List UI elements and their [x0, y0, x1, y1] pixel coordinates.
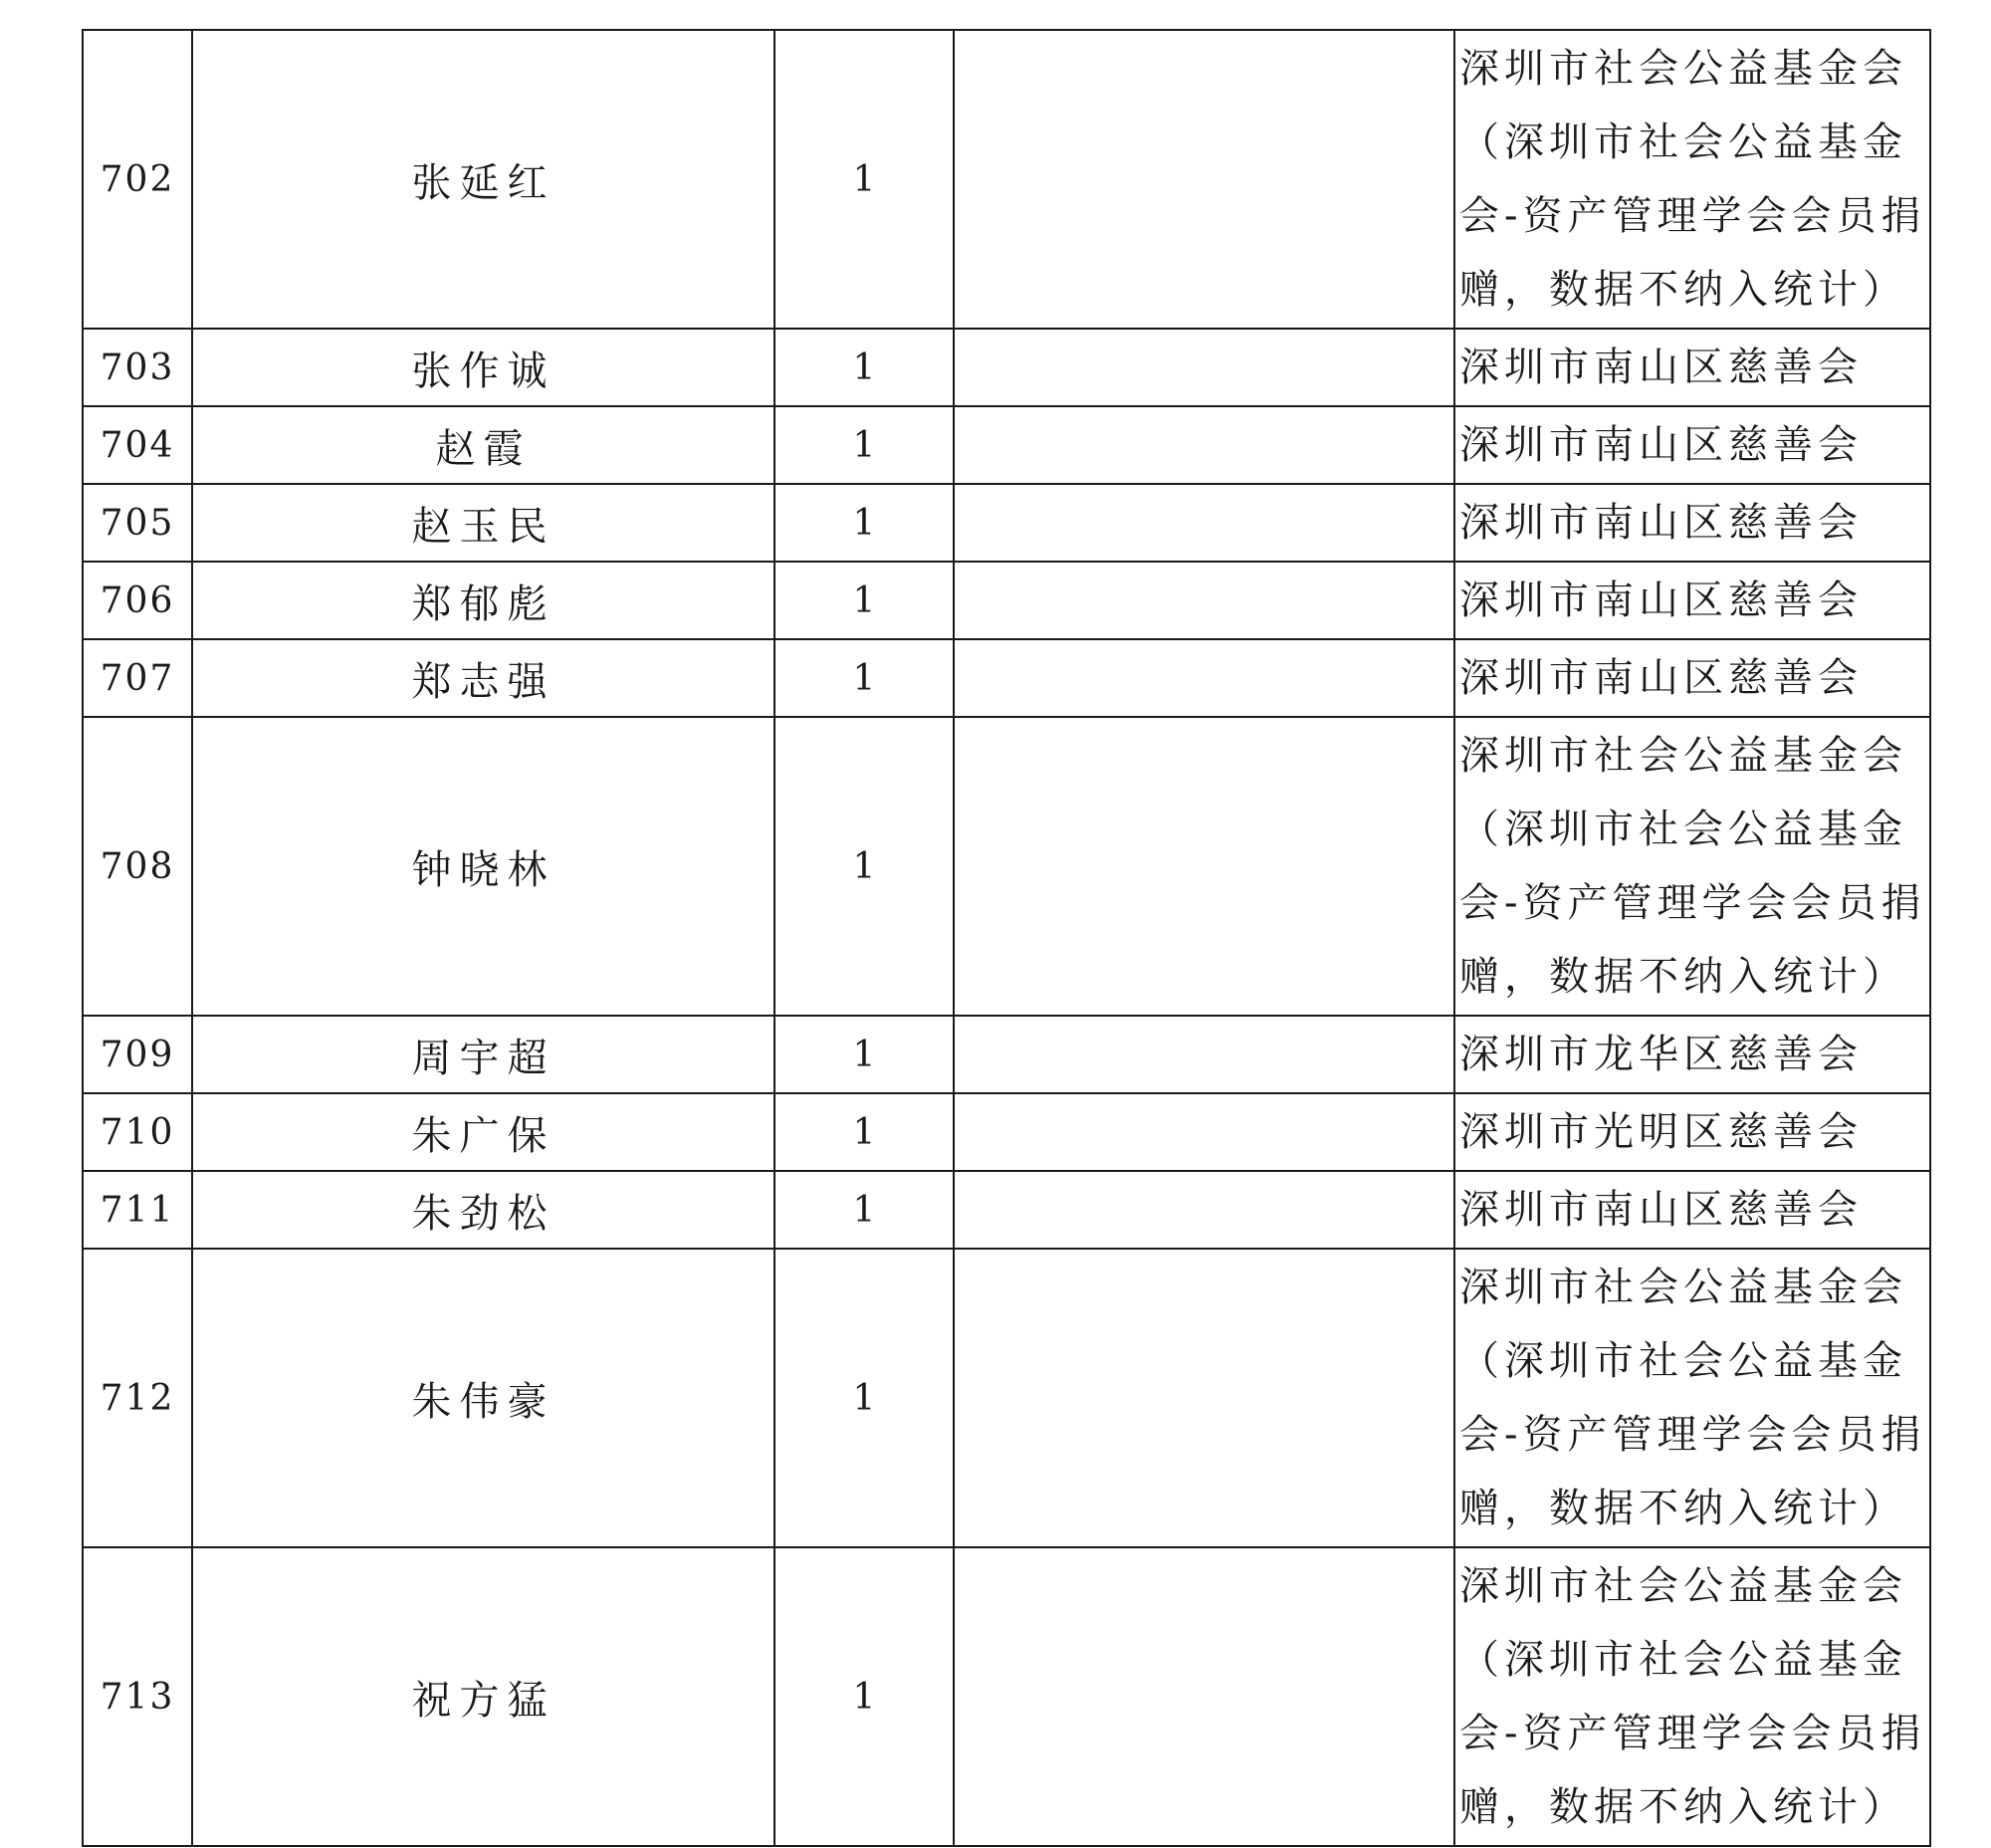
donation-quantity: 1 [774, 484, 954, 562]
table-row [83, 1547, 1930, 1846]
empty-cell [954, 1547, 1454, 1846]
donor-name: 周宇超 [192, 1016, 774, 1093]
empty-cell [954, 1249, 1454, 1547]
donor-table-body [83, 30, 1930, 1846]
donation-quantity: 1 [774, 1093, 954, 1171]
donation-quantity: 1 [774, 1171, 954, 1249]
donor-name: 朱广保 [192, 1093, 774, 1171]
recipient-organization: 深圳市社会公益基金会（深圳市社会公益基金会-资产管理学会会员捐赠，数据不纳入统计） [1454, 30, 1930, 329]
donation-quantity: 1 [774, 1249, 954, 1547]
donation-quantity: 1 [774, 406, 954, 484]
table-row [83, 329, 1930, 406]
donation-quantity: 1 [774, 1016, 954, 1093]
table-row [83, 717, 1930, 1016]
row-number: 703 [83, 329, 192, 406]
empty-cell [954, 717, 1454, 1016]
row-number: 710 [83, 1093, 192, 1171]
recipient-organization: 深圳市南山区慈善会 [1454, 406, 1930, 484]
recipient-organization: 深圳市南山区慈善会 [1454, 1171, 1930, 1249]
row-number: 709 [83, 1016, 192, 1093]
row-number: 708 [83, 717, 192, 1016]
row-number: 704 [83, 406, 192, 484]
recipient-organization: 深圳市社会公益基金会（深圳市社会公益基金会-资产管理学会会员捐赠，数据不纳入统计） [1454, 1249, 1930, 1547]
empty-cell [954, 639, 1454, 717]
empty-cell [954, 329, 1454, 406]
donation-quantity: 1 [774, 639, 954, 717]
table-row [83, 562, 1930, 639]
donor-name: 郑志强 [192, 639, 774, 717]
donation-quantity: 1 [774, 1547, 954, 1846]
empty-cell [954, 1093, 1454, 1171]
row-number: 713 [83, 1547, 192, 1846]
recipient-organization: 深圳市龙华区慈善会 [1454, 1016, 1930, 1093]
donation-quantity: 1 [774, 30, 954, 329]
row-number: 707 [83, 639, 192, 717]
donor-name: 郑郁彪 [192, 562, 774, 639]
donor-name: 朱伟豪 [192, 1249, 774, 1547]
table-row [83, 484, 1930, 562]
recipient-organization: 深圳市光明区慈善会 [1454, 1093, 1930, 1171]
row-number: 711 [83, 1171, 192, 1249]
donor-name: 赵玉民 [192, 484, 774, 562]
recipient-organization: 深圳市南山区慈善会 [1454, 484, 1930, 562]
donor-name: 钟晓林 [192, 717, 774, 1016]
table-row [83, 406, 1930, 484]
row-number: 705 [83, 484, 192, 562]
recipient-organization: 深圳市社会公益基金会（深圳市社会公益基金会-资产管理学会会员捐赠，数据不纳入统计） [1454, 717, 1930, 1016]
donation-quantity: 1 [774, 717, 954, 1016]
donation-quantity: 1 [774, 329, 954, 406]
empty-cell [954, 1016, 1454, 1093]
recipient-organization: 深圳市南山区慈善会 [1454, 639, 1930, 717]
donor-table [82, 29, 1931, 1847]
table-row [83, 639, 1930, 717]
donor-name: 朱劲松 [192, 1171, 774, 1249]
empty-cell [954, 1171, 1454, 1249]
row-number: 712 [83, 1249, 192, 1547]
donor-name: 张延红 [192, 30, 774, 329]
empty-cell [954, 30, 1454, 329]
empty-cell [954, 406, 1454, 484]
donation-quantity: 1 [774, 562, 954, 639]
row-number: 706 [83, 562, 192, 639]
donor-name: 祝方猛 [192, 1547, 774, 1846]
table-row [83, 1249, 1930, 1547]
row-number: 702 [83, 30, 192, 329]
empty-cell [954, 484, 1454, 562]
recipient-organization: 深圳市社会公益基金会（深圳市社会公益基金会-资产管理学会会员捐赠，数据不纳入统计） [1454, 1547, 1930, 1846]
recipient-organization: 深圳市南山区慈善会 [1454, 329, 1930, 406]
table-row [83, 1016, 1930, 1093]
donor-name: 张作诚 [192, 329, 774, 406]
empty-cell [954, 562, 1454, 639]
table-row [83, 30, 1930, 329]
donor-name: 赵霞 [192, 406, 774, 484]
table-row [83, 1171, 1930, 1249]
table-row [83, 1093, 1930, 1171]
recipient-organization: 深圳市南山区慈善会 [1454, 562, 1930, 639]
